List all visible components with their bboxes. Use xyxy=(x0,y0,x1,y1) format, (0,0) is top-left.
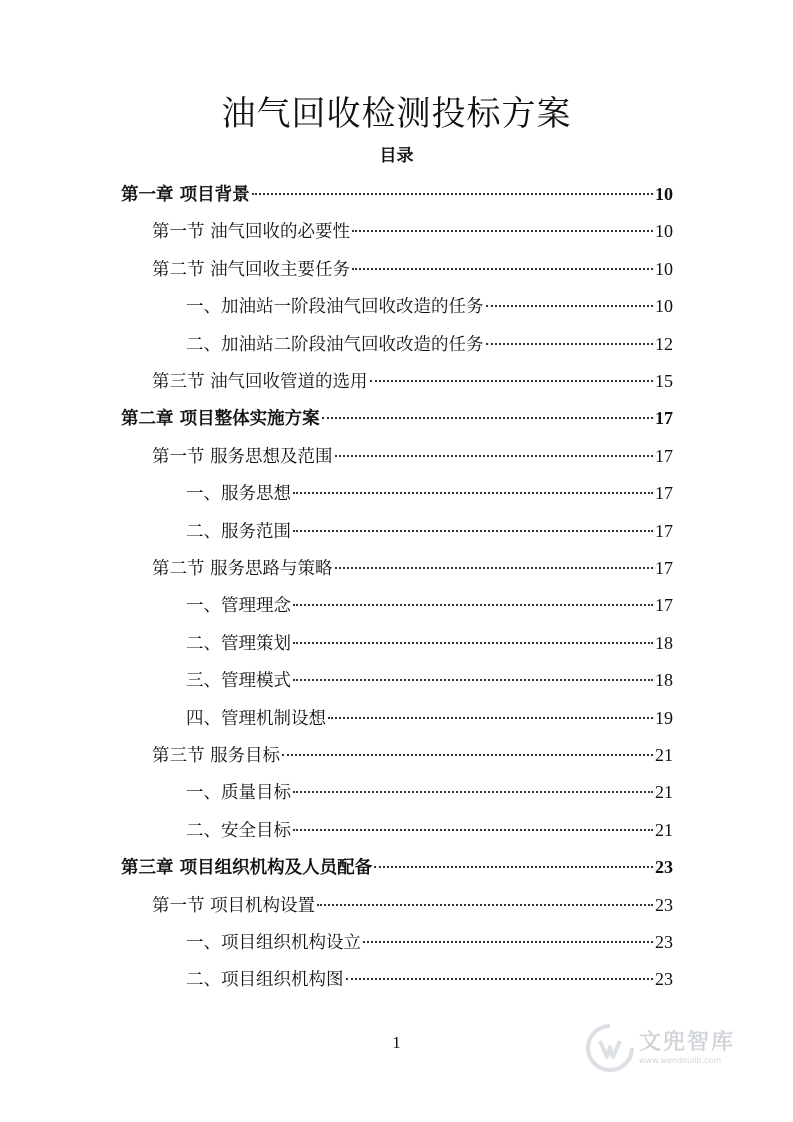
toc-entry-page: 17 xyxy=(655,520,673,541)
toc-leader-dots xyxy=(322,417,653,419)
toc-leader-dots xyxy=(352,230,653,232)
toc-entry-label: 第三节 油气回收管道的选用 xyxy=(152,372,368,392)
toc-leader-dots xyxy=(363,941,653,943)
toc-entry[interactable] xyxy=(186,924,673,961)
toc-leader-dots xyxy=(293,829,653,831)
toc-entry-label: 第三章 项目组织机构及人员配备 xyxy=(121,858,373,879)
toc-entry-page: 23 xyxy=(655,857,673,878)
toc-entry[interactable] xyxy=(121,176,673,213)
toc-entry[interactable] xyxy=(186,700,673,737)
toc-leader-dots xyxy=(293,791,653,793)
toc-leader-dots xyxy=(346,978,654,980)
toc-leader-dots xyxy=(293,679,653,681)
watermark-name: 文兜智库 xyxy=(639,1030,736,1055)
toc-entry-page: 17 xyxy=(655,445,673,466)
watermark-url: www.wendoulib.com xyxy=(639,1056,722,1065)
toc-entry-label: 二、管理策划 xyxy=(186,633,291,654)
toc-entry[interactable] xyxy=(152,887,673,924)
toc-leader-dots xyxy=(352,268,653,270)
toc-entry-label: 一、质量目标 xyxy=(186,783,291,804)
toc-entry-page: 23 xyxy=(655,969,673,990)
toc-leader-dots xyxy=(293,492,653,494)
toc-entry-page: 17 xyxy=(655,595,673,616)
toc-entry[interactable] xyxy=(121,400,673,437)
toc-entry[interactable] xyxy=(186,326,673,363)
page-number: 1 xyxy=(392,1033,401,1052)
toc-entry-page: 17 xyxy=(655,483,673,504)
toc-entry-label: 一、服务思想 xyxy=(186,484,291,505)
toc-leader-dots xyxy=(293,642,653,644)
toc-entry-label: 第一节 服务思想及范围 xyxy=(152,446,333,467)
toc-entry-page: 10 xyxy=(655,258,673,279)
toc-entry[interactable] xyxy=(186,774,673,811)
toc-entry[interactable] xyxy=(152,737,673,774)
toc-entry[interactable] xyxy=(186,288,673,325)
toc-entry[interactable] xyxy=(152,363,673,400)
toc-entry-label: 第三节 服务目标 xyxy=(152,746,281,766)
toc-heading: 目录 xyxy=(379,146,414,166)
toc-entry-page: 15 xyxy=(655,371,673,391)
toc-entry-label: 第一节 项目机构设置 xyxy=(152,895,316,916)
toc-entry[interactable] xyxy=(186,587,673,624)
toc-entry[interactable] xyxy=(186,513,673,550)
toc-leader-dots xyxy=(328,717,653,719)
toc-entry-label: 二、项目组织机构图 xyxy=(186,970,344,991)
toc-leader-dots xyxy=(374,866,653,868)
toc-entry[interactable] xyxy=(186,475,673,512)
toc-entry-label: 第二节 油气回收主要任务 xyxy=(152,259,351,280)
toc-entry-page: 23 xyxy=(655,932,673,952)
toc-entry-page: 21 xyxy=(655,782,673,803)
toc-entry[interactable] xyxy=(152,251,673,288)
toc-leader-dots xyxy=(486,305,654,307)
toc-entry-page: 10 xyxy=(655,296,673,317)
toc-entry-label: 第二节 服务思路与策略 xyxy=(152,559,333,579)
document-title: 油气回收检测投标方案 xyxy=(221,94,572,134)
toc-entry-page: 12 xyxy=(655,333,673,354)
toc-entry-page: 18 xyxy=(655,632,673,653)
toc-entry-label: 二、服务范围 xyxy=(186,521,291,542)
toc-entry-label: 二、安全目标 xyxy=(186,820,291,841)
toc-leader-dots xyxy=(335,567,653,569)
toc-entry-page: 21 xyxy=(655,745,673,765)
toc-entry[interactable] xyxy=(186,961,673,998)
toc-entry-page: 10 xyxy=(655,184,673,204)
toc-entry-label: 一、管理理念 xyxy=(186,596,291,617)
toc-entry-label: 第一章 项目背景 xyxy=(121,185,250,205)
toc-entry-label: 四、管理机制设想 xyxy=(186,708,326,729)
toc-entry-page: 23 xyxy=(655,894,673,915)
watermark xyxy=(585,1018,785,1078)
toc-entry-page: 19 xyxy=(655,707,673,728)
toc-entry[interactable] xyxy=(186,662,673,699)
toc-entry-page: 21 xyxy=(655,819,673,840)
toc-entry[interactable] xyxy=(186,625,673,662)
toc-entry-page: 10 xyxy=(655,221,673,242)
toc-leader-dots xyxy=(370,380,653,382)
toc-entry-label: 二、加油站二阶段油气回收改造的任务 xyxy=(186,334,484,355)
toc-leader-dots xyxy=(293,530,653,532)
toc-entry[interactable] xyxy=(186,812,673,849)
toc-entry[interactable] xyxy=(152,438,673,475)
toc-entry-label: 一、加油站一阶段油气回收改造的任务 xyxy=(186,297,484,318)
toc-entry-label: 第一节 油气回收的必要性 xyxy=(152,222,351,243)
toc-leader-dots xyxy=(293,604,653,606)
toc-entry-label: 第二章 项目整体实施方案 xyxy=(121,409,320,430)
toc-entry-page: 17 xyxy=(655,408,673,429)
toc-entry-page: 17 xyxy=(655,558,673,578)
toc-leader-dots xyxy=(486,343,654,345)
toc-entry[interactable] xyxy=(121,849,673,886)
toc-entry[interactable] xyxy=(152,213,673,250)
toc-leader-dots xyxy=(335,455,653,457)
toc-entry[interactable] xyxy=(152,550,673,587)
toc-entry-label: 三、管理模式 xyxy=(186,671,291,692)
toc-leader-dots xyxy=(252,193,653,195)
toc-leader-dots xyxy=(282,754,653,756)
wendou-logo-icon xyxy=(585,1023,635,1073)
toc-entry-page: 18 xyxy=(655,670,673,691)
toc-leader-dots xyxy=(317,904,653,906)
toc-entry-label: 一、项目组织机构设立 xyxy=(186,933,361,953)
